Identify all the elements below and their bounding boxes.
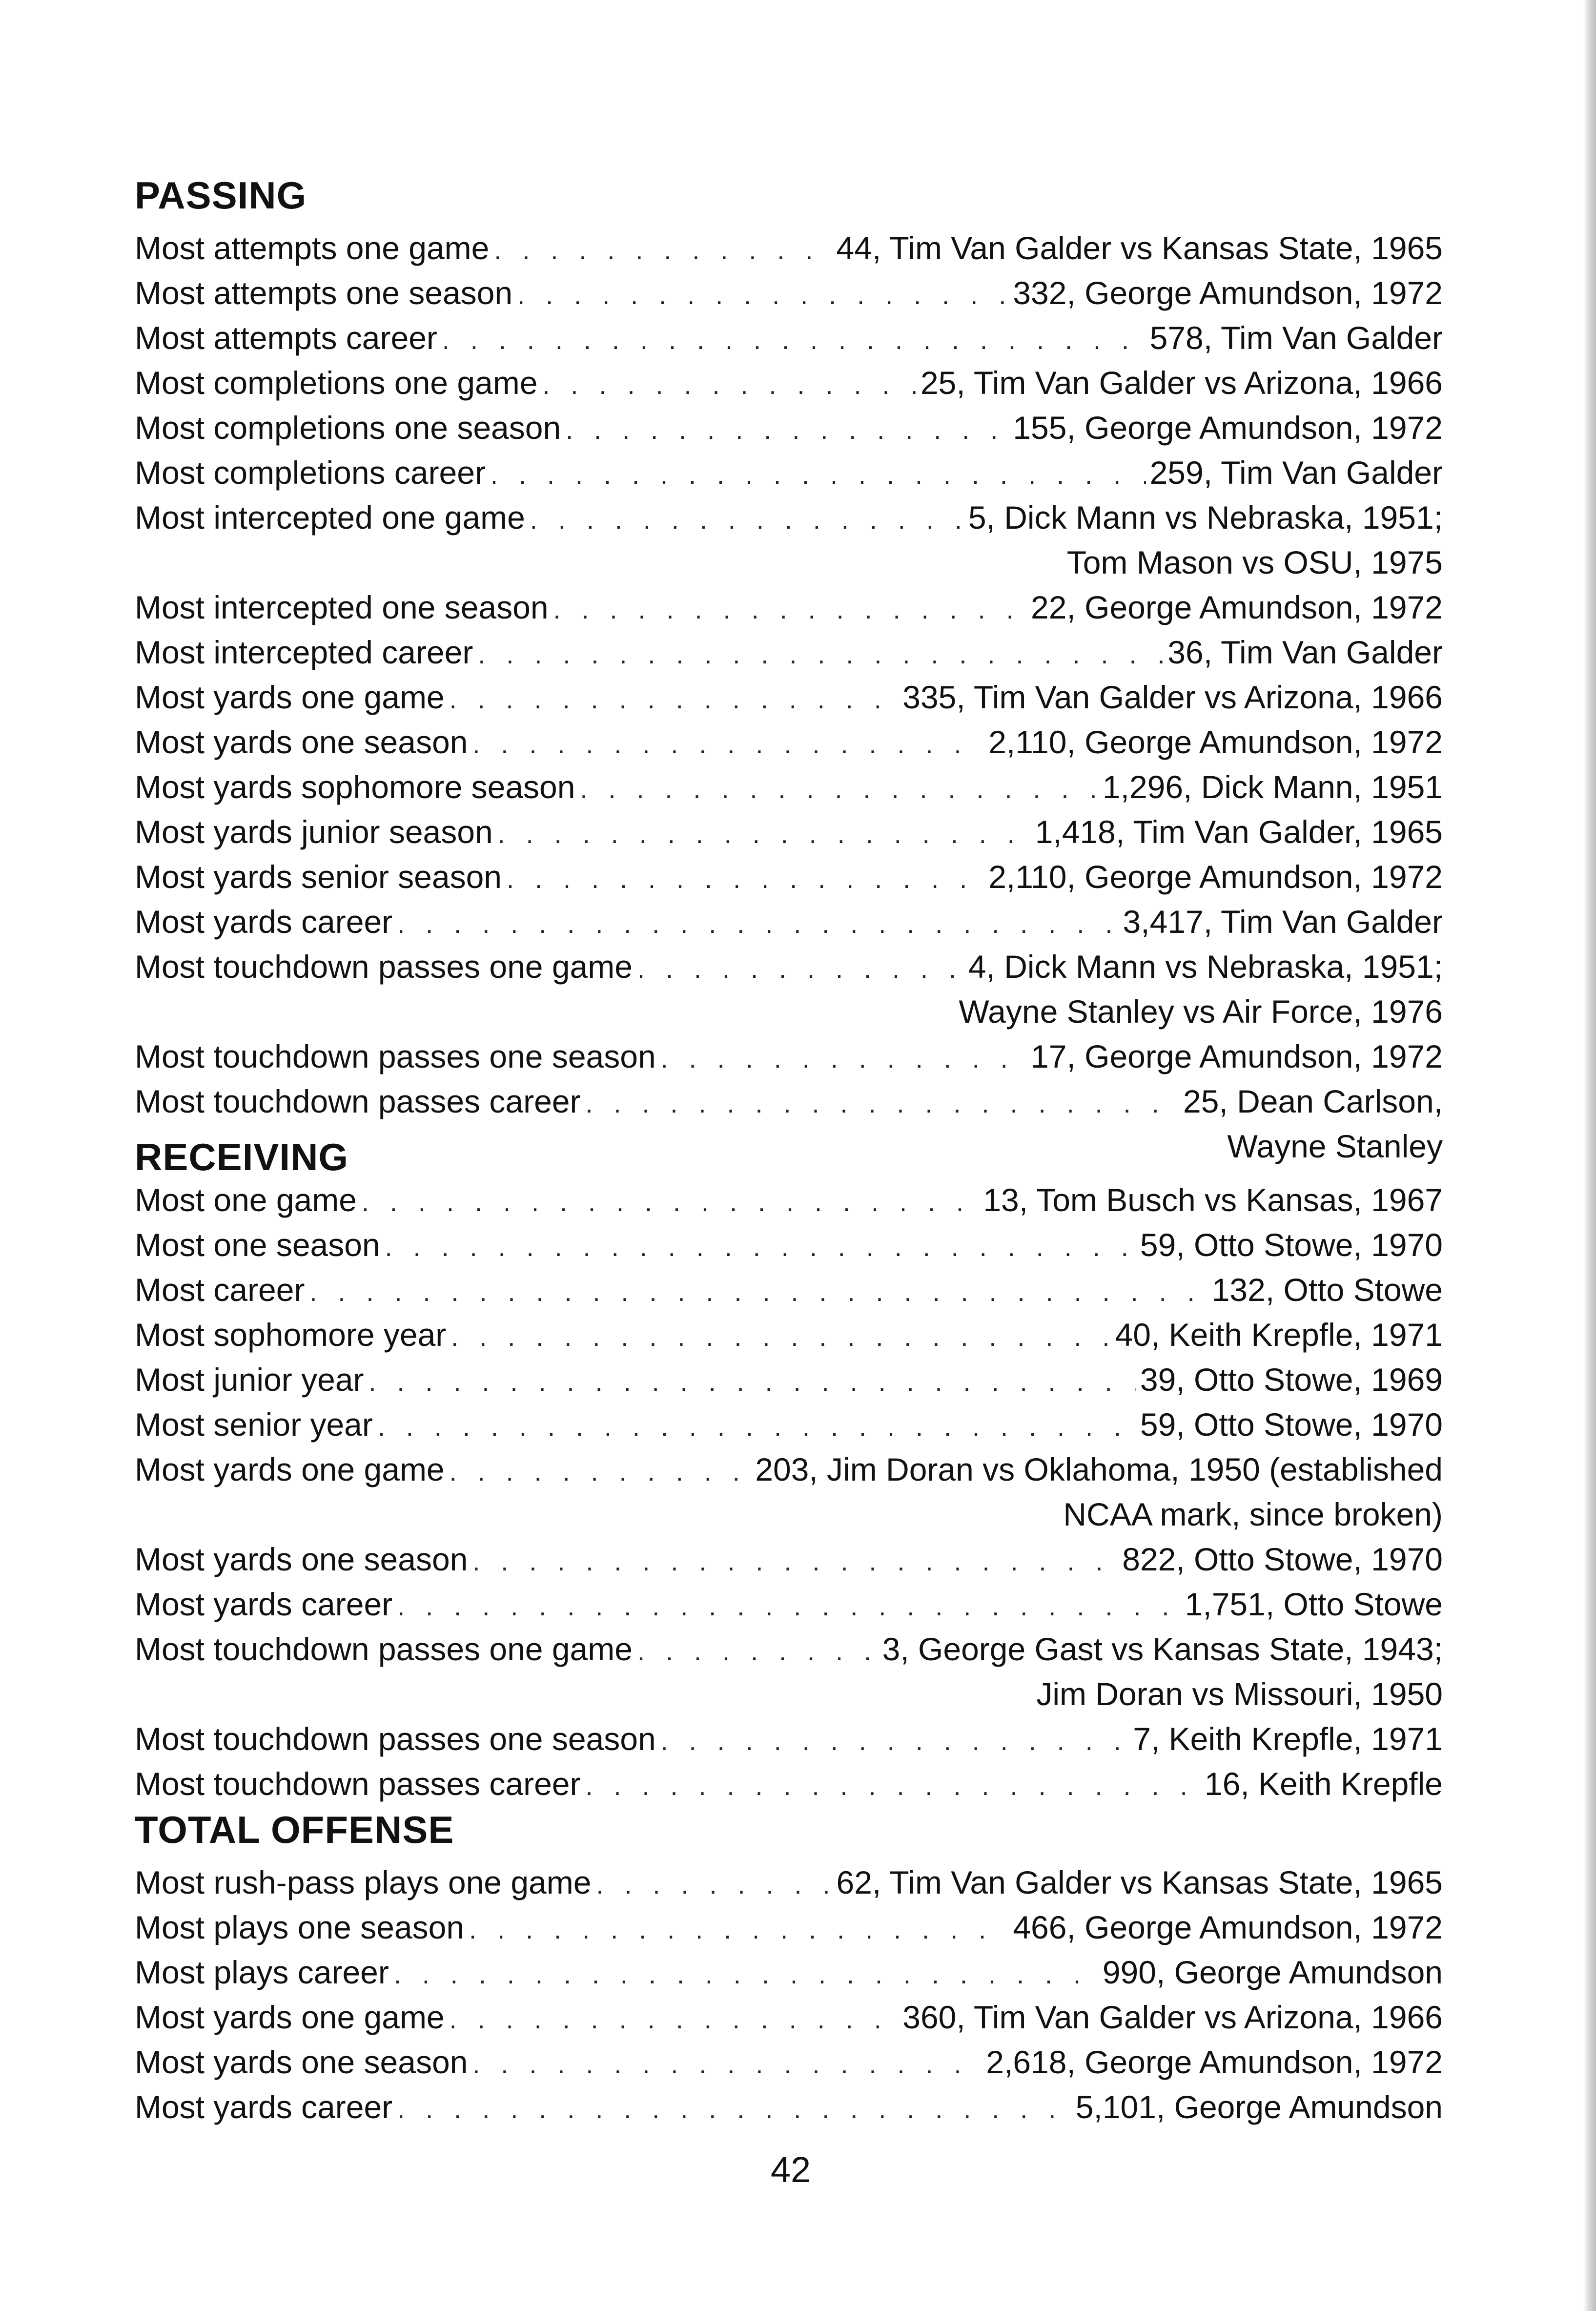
record-continuation: Jim Doran vs Missouri, 1950 xyxy=(1036,1676,1443,1712)
record-label: Most touchdown passes one game xyxy=(135,1631,633,1667)
record-label: Most rush-pass plays one game xyxy=(135,1864,592,1900)
record-row xyxy=(135,944,1443,989)
record-row xyxy=(135,1267,1443,1312)
record-value: 1,296, Dick Mann, 1951 xyxy=(1102,769,1443,805)
record-row xyxy=(135,1627,1443,1671)
record-value: 36, Tim Van Galder xyxy=(1167,634,1443,670)
record-row xyxy=(135,1222,1443,1267)
record-row xyxy=(135,1950,1443,1995)
record-label: Most junior year xyxy=(135,1362,364,1398)
record-label: Most plays one season xyxy=(135,1909,465,1945)
record-value: 5,101, George Amundson xyxy=(1075,2089,1443,2125)
record-value: 990, George Amundson xyxy=(1102,1954,1443,1990)
record-row xyxy=(135,1905,1443,1950)
record-row xyxy=(135,226,1443,270)
record-row xyxy=(135,1860,1443,1905)
record-label: Most yards one game xyxy=(135,679,445,715)
dot-leader xyxy=(469,1907,1009,1952)
record-row xyxy=(135,2040,1443,2084)
record-value: 7, Keith Krepfle, 1971 xyxy=(1133,1721,1443,1757)
record-row xyxy=(135,1402,1443,1447)
dot-leader xyxy=(585,1081,1179,1126)
dot-leader xyxy=(553,587,1027,632)
record-label: Most touchdown passes one season xyxy=(135,1038,656,1074)
record-label: Most yards sophomore season xyxy=(135,769,575,805)
dot-leader xyxy=(378,1404,1136,1449)
record-row xyxy=(135,495,1443,540)
record-value: 1,418, Tim Van Galder, 1965 xyxy=(1035,814,1443,850)
dot-leader xyxy=(530,497,964,542)
record-label: Most one game xyxy=(135,1182,357,1218)
record-row xyxy=(135,1582,1443,1627)
record-label: Most attempts one season xyxy=(135,275,513,311)
record-row xyxy=(135,764,1443,809)
record-row xyxy=(135,2084,1443,2129)
record-value: 16, Keith Krepfle xyxy=(1205,1766,1443,1802)
record-continuation: Wayne Stanley xyxy=(1227,1128,1443,1164)
dot-leader xyxy=(472,722,984,767)
dot-leader xyxy=(451,1315,1111,1360)
record-value: 3, George Gast vs Kansas State, 1943; xyxy=(882,1631,1443,1667)
record-list-receiving xyxy=(135,1177,1443,1806)
record-row xyxy=(135,1995,1443,2040)
record-row xyxy=(135,1761,1443,1806)
record-label: Most yards career xyxy=(135,2089,393,2125)
record-value: 13, Tom Busch vs Kansas, 1967 xyxy=(983,1182,1443,1218)
record-row xyxy=(135,1447,1443,1492)
record-row xyxy=(135,1312,1443,1357)
record-value: 40, Keith Krepfle, 1971 xyxy=(1115,1317,1443,1353)
record-row xyxy=(135,1537,1443,1582)
dot-leader xyxy=(542,363,917,408)
page-edge-shadow xyxy=(1583,0,1596,2311)
record-row xyxy=(135,360,1443,405)
dot-leader xyxy=(517,273,1009,318)
record-row xyxy=(135,675,1443,720)
dot-leader xyxy=(637,1629,879,1674)
record-label: Most yards career xyxy=(135,904,393,940)
record-value: 2,110, George Amundson, 1972 xyxy=(988,859,1443,895)
record-label: Most touchdown passes career xyxy=(135,1766,581,1802)
dot-leader xyxy=(498,812,1031,857)
record-row xyxy=(135,450,1443,495)
records-page xyxy=(135,172,1443,2129)
record-value: 1,751, Otto Stowe xyxy=(1185,1586,1443,1622)
dot-leader xyxy=(494,228,832,273)
record-value: 62, Tim Van Galder vs Kansas State, 1965 xyxy=(836,1864,1443,1900)
record-label: Most career xyxy=(135,1272,305,1308)
record-row xyxy=(135,630,1443,675)
record-label: Most touchdown passes one game xyxy=(135,949,633,985)
record-row xyxy=(135,1177,1443,1222)
record-label: Most one season xyxy=(135,1227,380,1263)
record-value: 155, George Amundson, 1972 xyxy=(1013,410,1443,446)
record-continuation: Tom Mason vs OSU, 1975 xyxy=(1066,544,1443,580)
receiving-heading-line xyxy=(135,1124,1443,1177)
record-row xyxy=(135,854,1443,899)
record-label: Most yards one game xyxy=(135,1999,445,2035)
dot-leader xyxy=(450,1449,752,1494)
record-row xyxy=(135,585,1443,630)
record-value: 3,417, Tim Van Galder xyxy=(1123,904,1443,940)
record-value: 466, George Amundson, 1972 xyxy=(1013,1909,1443,1945)
section-heading-receiving: RECEIVING xyxy=(135,1135,349,1178)
record-label: Most completions career xyxy=(135,454,486,491)
record-value: 2,110, George Amundson, 1972 xyxy=(988,724,1443,760)
dot-leader xyxy=(507,857,984,902)
dot-leader xyxy=(394,1952,1099,1997)
record-label: Most yards senior season xyxy=(135,859,502,895)
dot-leader xyxy=(472,1539,1118,1584)
record-value: 4, Dick Mann vs Nebraska, 1951; xyxy=(968,949,1443,985)
record-label: Most yards career xyxy=(135,1586,393,1622)
record-row xyxy=(135,315,1443,360)
dot-leader xyxy=(442,318,1146,363)
record-label: Most completions one season xyxy=(135,410,561,446)
record-value: 578, Tim Van Galder xyxy=(1149,320,1443,356)
record-label: Most yards one season xyxy=(135,2044,468,2080)
record-continuation: Wayne Stanley vs Air Force, 1976 xyxy=(959,993,1443,1030)
record-label: Most touchdown passes career xyxy=(135,1083,581,1119)
record-value: 822, Otto Stowe, 1970 xyxy=(1122,1541,1443,1577)
record-row xyxy=(135,405,1443,450)
record-label: Most intercepted one season xyxy=(135,589,549,625)
record-value: 259, Tim Van Galder xyxy=(1149,454,1443,491)
record-continuation: NCAA mark, since broken) xyxy=(1063,1496,1443,1532)
dot-leader xyxy=(661,1036,1027,1081)
record-value: 59, Otto Stowe, 1970 xyxy=(1140,1406,1443,1443)
record-row xyxy=(135,899,1443,944)
record-value: 360, Tim Van Galder vs Arizona, 1966 xyxy=(902,1999,1443,2035)
dot-leader xyxy=(397,902,1119,947)
dot-leader xyxy=(637,947,964,991)
record-row xyxy=(135,1716,1443,1761)
record-label: Most yards one season xyxy=(135,724,468,760)
dot-leader xyxy=(661,1719,1129,1764)
record-list-total-offense xyxy=(135,1860,1443,2129)
dot-leader xyxy=(450,1997,899,2042)
dot-leader xyxy=(585,1764,1201,1809)
record-label: Most yards junior season xyxy=(135,814,493,850)
record-row xyxy=(135,809,1443,854)
record-label: Most yards one season xyxy=(135,1541,468,1577)
dot-leader xyxy=(472,2042,982,2087)
section-heading-total-offense: TOTAL OFFENSE xyxy=(135,1808,454,1851)
record-list-passing xyxy=(135,226,1443,1124)
dot-leader xyxy=(566,408,1009,453)
record-value: 39, Otto Stowe, 1969 xyxy=(1140,1362,1443,1398)
dot-leader xyxy=(491,453,1146,497)
section-heading-passing: PASSING xyxy=(135,174,307,217)
record-label: Most intercepted one game xyxy=(135,499,525,536)
record-value: 25, Tim Van Galder vs Arizona, 1966 xyxy=(920,365,1443,401)
dot-leader xyxy=(362,1180,979,1225)
record-value: 17, George Amundson, 1972 xyxy=(1031,1038,1443,1074)
dot-leader xyxy=(450,677,899,722)
record-row xyxy=(135,720,1443,764)
record-row xyxy=(135,270,1443,315)
record-value: 59, Otto Stowe, 1970 xyxy=(1140,1227,1443,1263)
record-value: 22, George Amundson, 1972 xyxy=(1031,589,1443,625)
record-row xyxy=(135,1034,1443,1079)
dot-leader xyxy=(369,1360,1136,1404)
record-label: Most intercepted career xyxy=(135,634,473,670)
dot-leader xyxy=(478,632,1164,677)
dot-leader xyxy=(580,767,1098,812)
record-value: 132, Otto Stowe xyxy=(1211,1272,1443,1308)
record-value: 5, Dick Mann vs Nebraska, 1951; xyxy=(968,499,1443,536)
record-label: Most sophomore year xyxy=(135,1317,447,1353)
record-row xyxy=(135,1357,1443,1402)
record-row xyxy=(135,1079,1443,1124)
page-number: 42 xyxy=(770,2149,811,2190)
record-label: Most attempts one game xyxy=(135,230,490,266)
record-label: Most senior year xyxy=(135,1406,373,1443)
dot-leader xyxy=(397,2087,1072,2132)
record-label: Most plays career xyxy=(135,1954,389,1990)
dot-leader xyxy=(309,1270,1207,1315)
dot-leader xyxy=(596,1862,832,1907)
record-label: Most yards one game xyxy=(135,1451,445,1487)
record-label: Most attempts career xyxy=(135,320,437,356)
record-value: 332, George Amundson, 1972 xyxy=(1013,275,1443,311)
dot-leader xyxy=(385,1225,1136,1270)
record-value: 203, Jim Doran vs Oklahoma, 1950 (established xyxy=(755,1451,1443,1487)
record-label: Most completions one game xyxy=(135,365,538,401)
record-value: 25, Dean Carlson, xyxy=(1183,1083,1443,1119)
record-value: 335, Tim Van Galder vs Arizona, 1966 xyxy=(902,679,1443,715)
record-value: 44, Tim Van Galder vs Kansas State, 1965 xyxy=(836,230,1443,266)
record-label: Most touchdown passes one season xyxy=(135,1721,656,1757)
dot-leader xyxy=(397,1584,1181,1629)
record-value: 2,618, George Amundson, 1972 xyxy=(986,2044,1443,2080)
